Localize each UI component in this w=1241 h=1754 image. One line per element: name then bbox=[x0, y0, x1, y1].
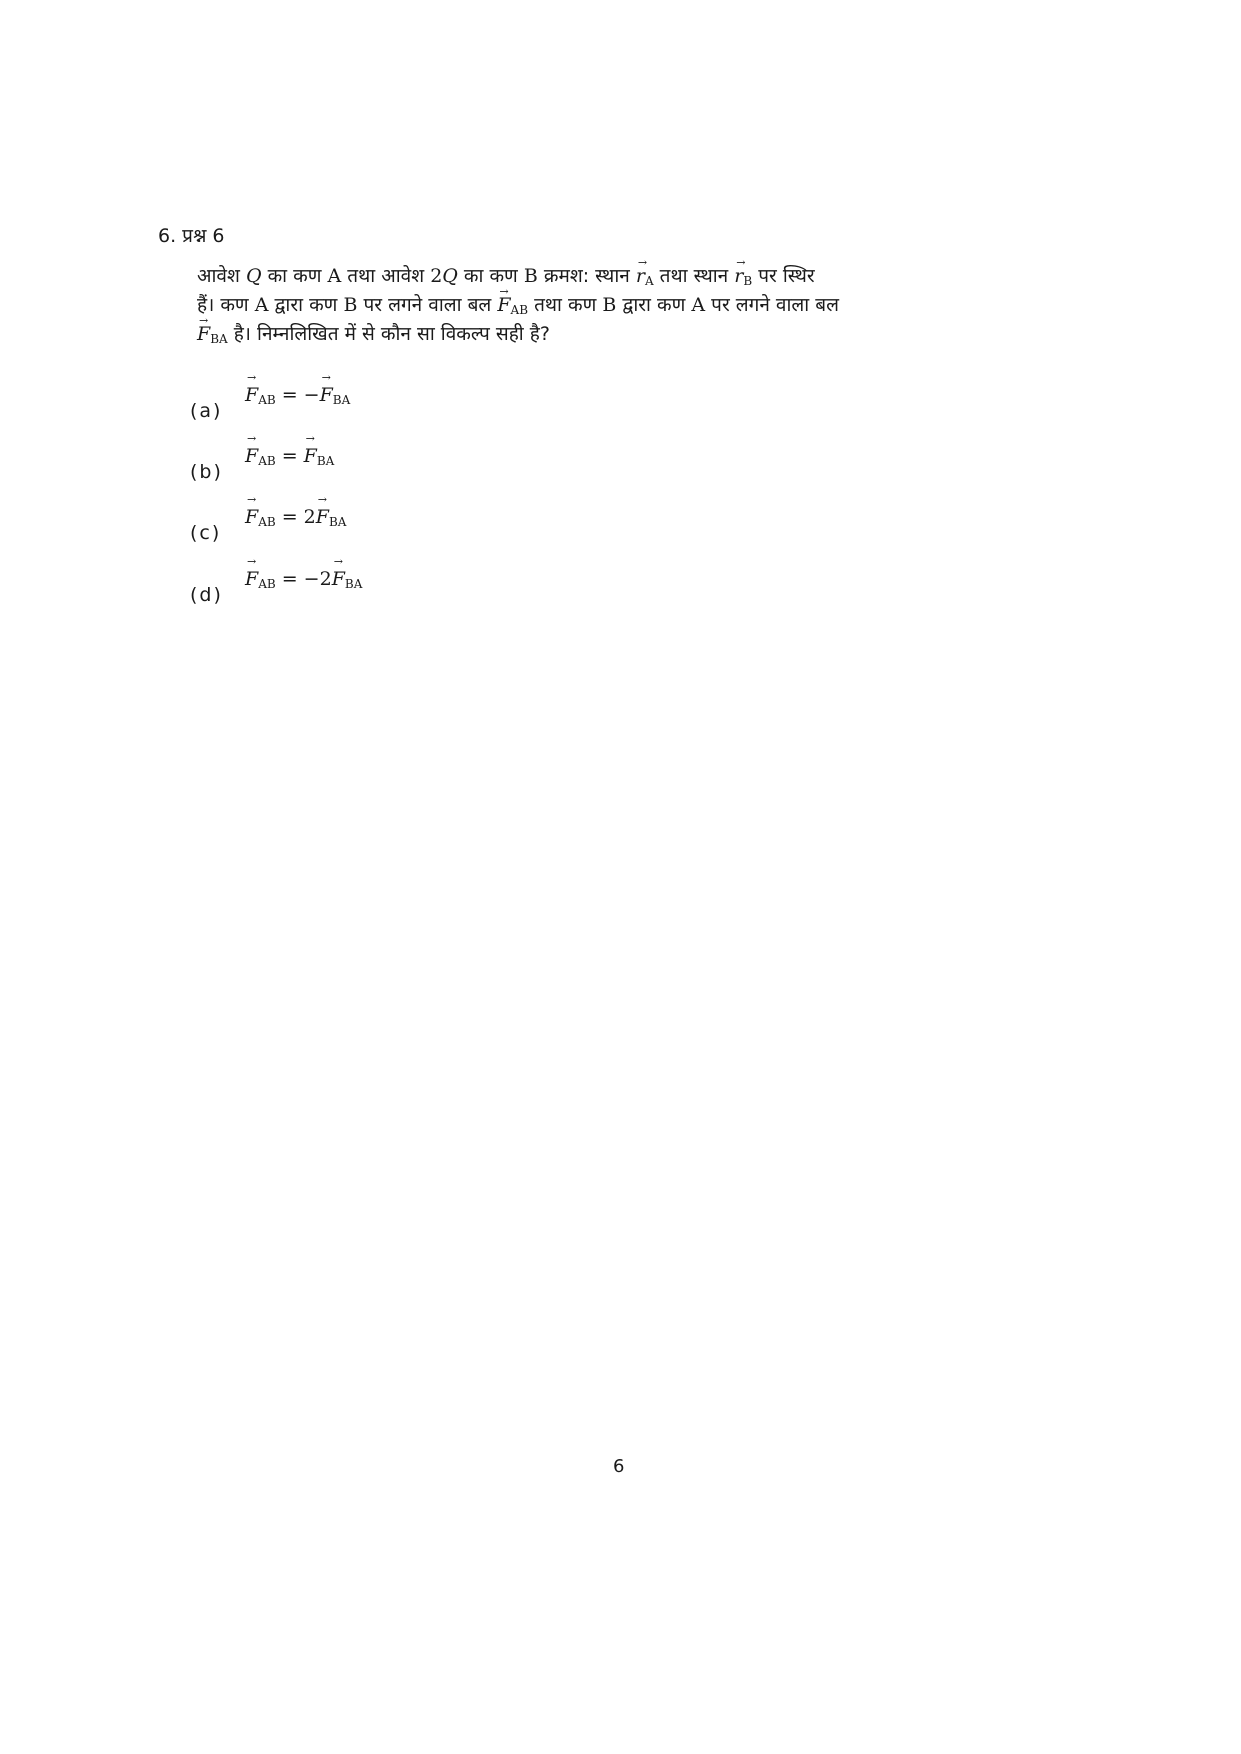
force-vector-ba: → F bbox=[197, 322, 210, 346]
question-line-2: हैं। कण A द्वारा कण B पर लगने वाला बल → $F_{AB}$ तथा कण B द्वारा कण A पर लगने वाला बल bbox=[197, 293, 897, 322]
option-label: (a) bbox=[190, 400, 223, 422]
question-title: प्रश्न 6 bbox=[182, 225, 225, 247]
option-label: (b) bbox=[190, 461, 223, 483]
option-expression: → $F_{AB}$ = → $F_{BA}$ bbox=[245, 445, 334, 468]
question-number: 6. bbox=[158, 225, 177, 247]
position-vector-b: → r bbox=[734, 264, 743, 288]
option-label: (c) bbox=[190, 522, 222, 544]
page-number: 6 bbox=[613, 1456, 625, 1477]
question-text bbox=[197, 264, 897, 351]
option-expression: → $F_{AB}$ = −→ $F_{BA}$ bbox=[245, 384, 350, 407]
option-expression: → $F_{AB} = 2\to F_{BA}$ bbox=[245, 506, 346, 529]
option-label: (d) bbox=[190, 584, 223, 606]
question-line-3: → $F_{BA}$ है। निम्नलिखित में से कौन सा विकल्प सही है? bbox=[197, 322, 897, 351]
option-expression: → $F_{AB} = -2\to F_{BA}$ bbox=[245, 568, 362, 591]
question-heading bbox=[158, 222, 231, 248]
position-vector-a: → r bbox=[636, 264, 645, 288]
force-vector-ab: → F bbox=[497, 293, 510, 317]
question-line-1: आवेश Q का कण A तथा आवेश 2Q का कण B क्रमश: स्थान → $r_A$ तथा स्थान → $r_B$ पर स्थिर bbox=[197, 264, 897, 293]
